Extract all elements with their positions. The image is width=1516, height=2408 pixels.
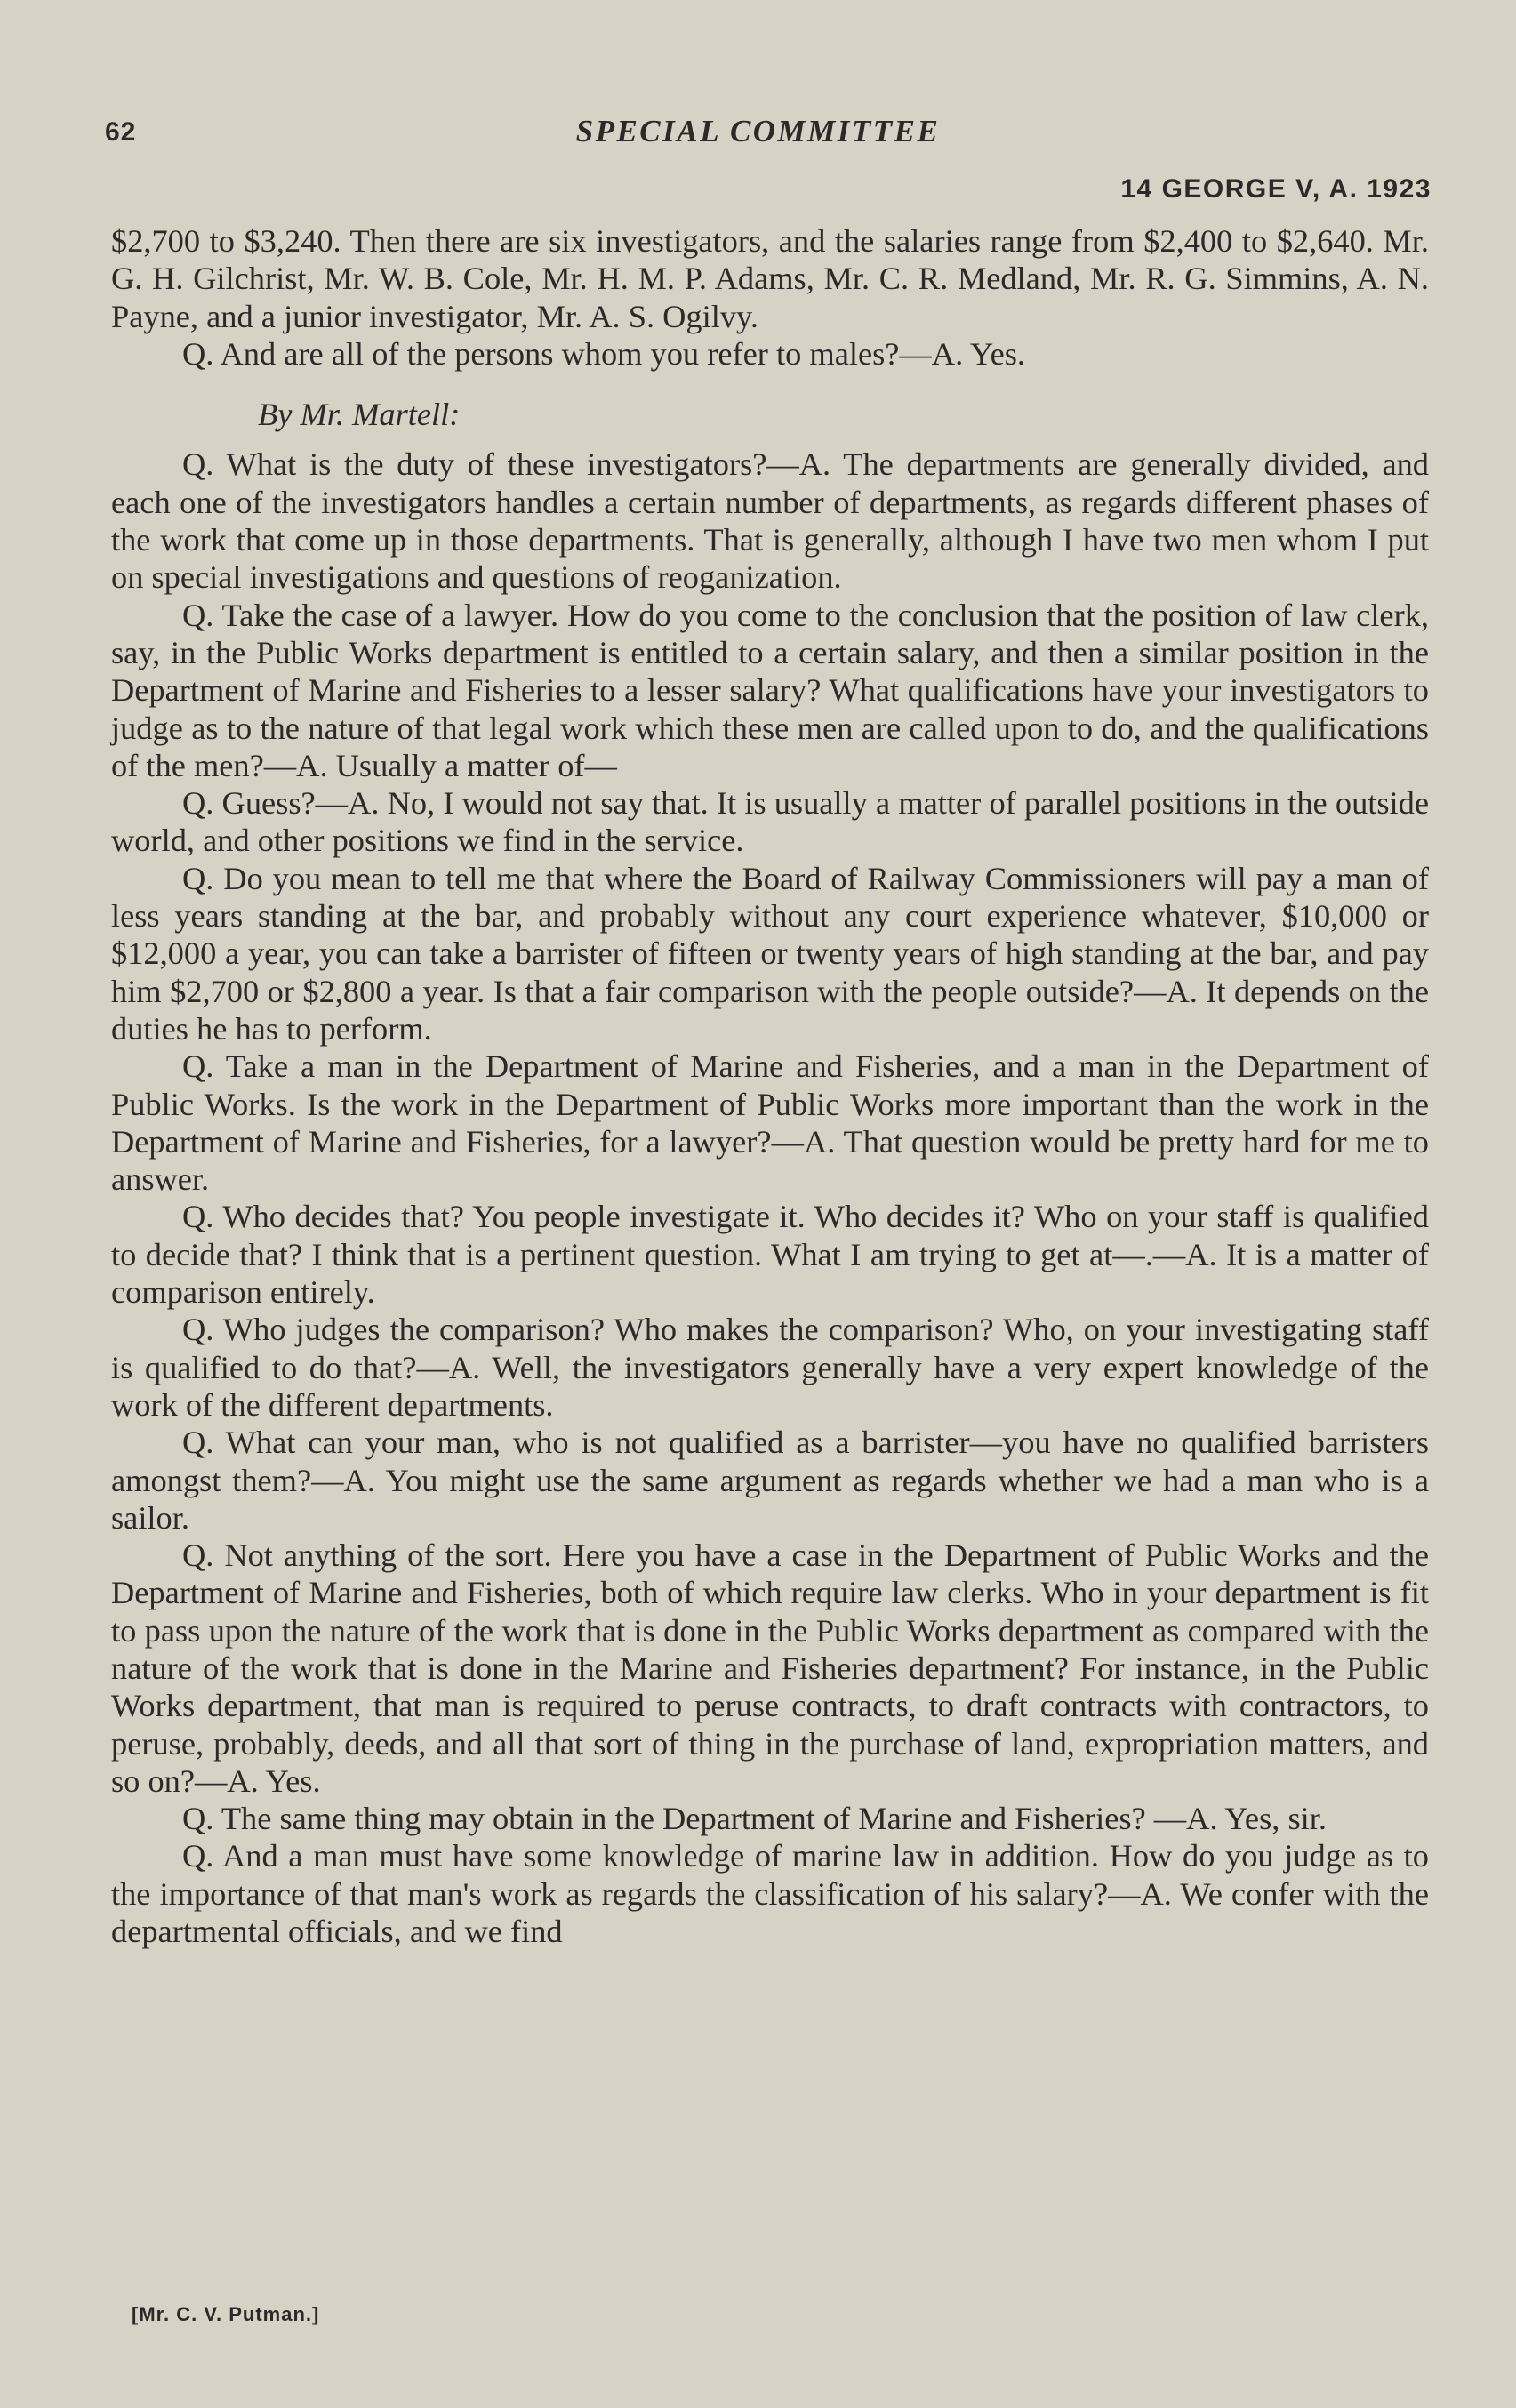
document-body — [111, 222, 1429, 1950]
body-paragraph: Q. Not anything of the sort. Here you have a case in the Department of Public Works and the Department of Marine and Fisheries, both of which require law clerks. Who in your department is fit to pass upon the nature of the work that is done in the Public Works department as compared with the nature of the work that is done in the Marine and Fisheries department? For instance, in the Public Works department, that man is required to peruse contracts, to draft contracts with contractors, to peruse, probably, deeds, and all that sort of thing in the purchase of land, expropriation matters, and so on?—A. Yes. — [111, 1537, 1429, 1799]
running-title: SPECIAL COMMITTEE — [575, 114, 941, 148]
session-line: 14 GEORGE V, A. 1923 — [1120, 174, 1432, 204]
body-paragraph: Q. What can your man, who is not qualified as a barrister—you have no qualified barristers amongst them?—A. You might use the same argument as regards whether we had a man who is a sailor. — [111, 1425, 1429, 1536]
speaker-heading: By Mr. Martell: — [258, 397, 461, 433]
body-paragraph: Q. Who judges the comparison? Who makes the comparison? Who, on your investigating staff is qualified to do that?—A. Well, the investigators generally have a very expert knowledge of the work of the different departments. — [111, 1312, 1429, 1423]
page-number: 62 — [105, 117, 137, 147]
body-paragraph: Q. And a man must have some knowledge of marine law in addition. How do you judge as to the importance of that man's work as regards the classification of his salary?—A. We confer with the departmental officials, and we find — [111, 1838, 1429, 1950]
body-paragraph: Q. Guess?—A. No, I would not say that. It is usually a matter of parallel positions in the outside world, and other positions we find in the service. — [111, 785, 1429, 859]
witness-footer: [Mr. C. V. Putman.] — [132, 2303, 320, 2325]
body-paragraph: Q. What is the duty of these investigators?—A. The departments are generally divided, and each one of the investigators handles a certain number of departments, as regards different phases of the work that come up in those departments. That is generally, although I have two men whom I put on special investigations and questions of reoganization. — [111, 446, 1429, 596]
body-paragraph: Q. Take a man in the Department of Marine and Fisheries, and a man in the Department of Public Works. Is the work in the Department of Public Works more important than the work in the Department of Marine and Fisheries, for a lawyer?—A. That question would be pretty hard for me to answer. — [111, 1048, 1429, 1198]
body-paragraph: Q. Who decides that? You people investigate it. Who decides it? Who on your staff is qualified to decide that? I think that is a pertinent question. What I am trying to get at—.—A. It is a matter of comparison entirely. — [111, 1199, 1429, 1311]
body-paragraph: Q. Take the case of a lawyer. How do you come to the conclusion that the position of law clerk, say, in the Public Works department is entitled to a certain salary, and then a similar position in the Department of Marine and Fisheries to a lesser salary? What qualifications have your investigators to judge as to the nature of that legal work which these men are called upon to do, and the qualifications of the men?—A. Usually a matter of— — [111, 597, 1429, 783]
body-paragraph: $2,700 to $3,240. Then there are six investigators, and the salaries range from $2,400 to $2,640. Mr. G. H. Gilchrist, Mr. W. B. Cole, Mr. H. M. P. Adams, Mr. C. R. Medland, Mr. R. G. Simmins, A. N. Payne, and a junior investigator, Mr. A. S. Ogilvy. — [111, 223, 1429, 334]
body-paragraph: Q. Do you mean to tell me that where the Board of Railway Commissioners will pay a man of less years standing at the bar, and probably without any court experience whatever, $10,000 or $12,000 a year, you can take a barrister of fifteen or twenty years of high standing at the bar, and pay him $2,700 or $2,800 a year. Is that a fair comparison with the people outside?—A. It depends on the duties he has to perform. — [111, 860, 1429, 1047]
body-paragraph: Q. The same thing may obtain in the Department of Marine and Fisheries? —A. Yes, sir. — [182, 1801, 1327, 1837]
body-paragraph: Q. And are all of the persons whom you refer to males?—A. Yes. — [182, 335, 1025, 372]
